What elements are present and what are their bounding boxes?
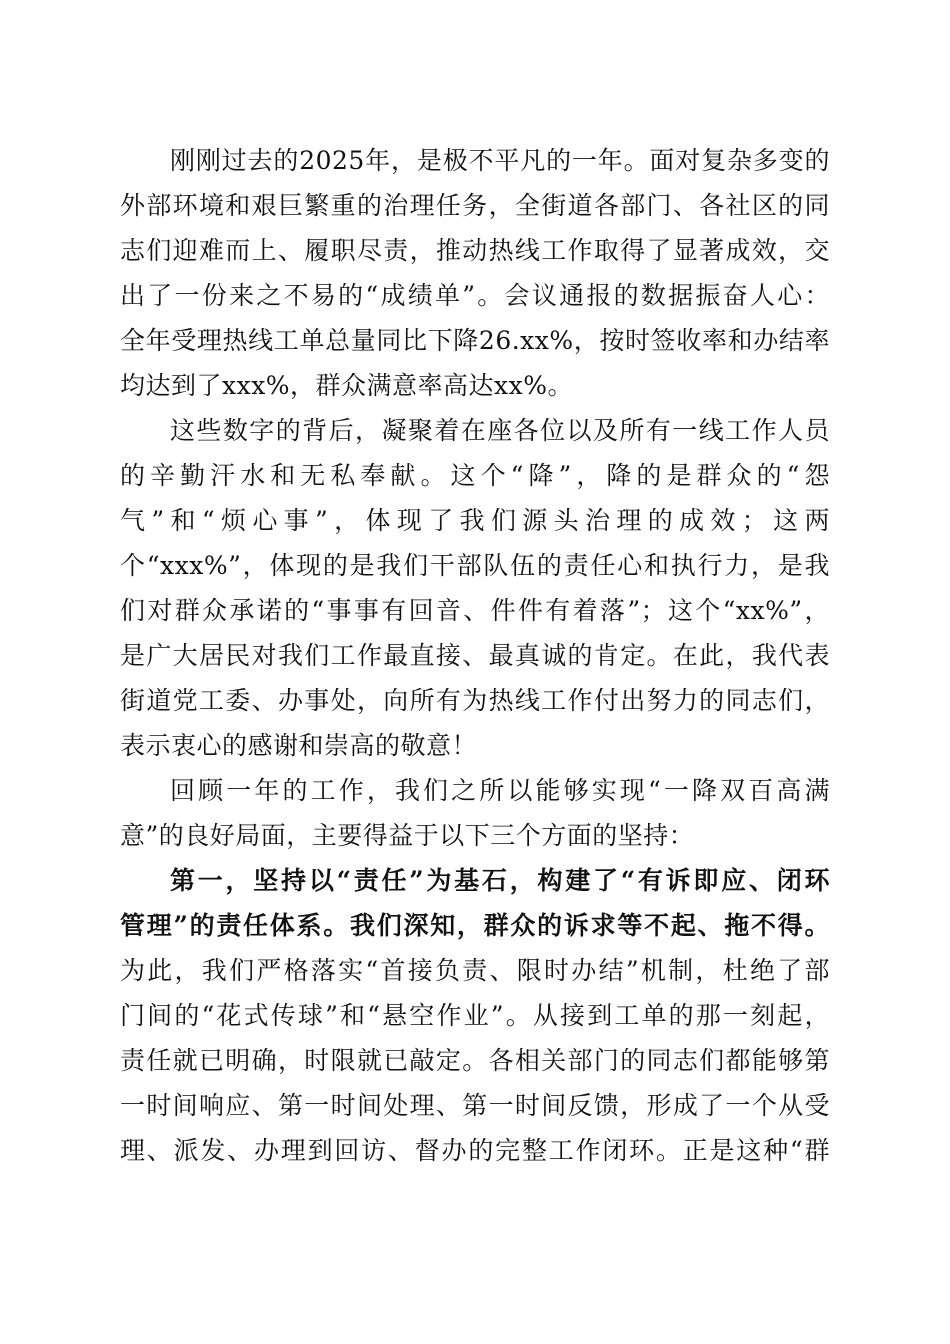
paragraph-2-line-7: 街道党工委、办事处，向所有为热线工作付出努力的同志们， (120, 686, 830, 715)
paragraph-4-line-5: 责任就已明确，时限就已敲定。各相关部门的同志们都能够第 (120, 1046, 830, 1075)
paragraph-4-line-3: 为此，我们严格落实“首接负责、限时办结”机制，杜绝了部 (120, 956, 830, 985)
paragraph-2-line-4: 个“xxx%”，体现的是我们干部队伍的责任心和执行力，是我 (120, 551, 830, 580)
paragraph-4-line-7: 理、派发、办理到回访、督办的完整工作闭环。正是这种“群 (120, 1136, 830, 1165)
paragraph-2-line-6: 是广大居民对我们工作最直接、最真诚的肯定。在此，我代表 (120, 641, 830, 670)
paragraph-2-line-8: 表示衷心的感谢和崇高的敬意！ (120, 731, 478, 760)
paragraph-2-line-5: 们对群众承诺的“事事有回音、件件有着落”；这个“xx%”， (120, 596, 830, 625)
paragraph-4-line-6: 一时间响应、第一时间处理、第一时间反馈，形成了一个从受 (120, 1091, 830, 1120)
paragraph-2-line-1: 这些数字的背后，凝聚着在座各位以及所有一线工作人员 (170, 416, 830, 445)
paragraph-1-line-4: 出了一份来之不易的“成绩单”。会议通报的数据振奋人心： (120, 281, 830, 310)
paragraph-4-line-1: 第一，坚持以“责任”为基石，构建了“有诉即应、闭环 (170, 866, 830, 895)
paragraph-2-line-3: 气”和“烦心事”，体现了我们源头治理的成效；这两 (120, 506, 830, 535)
paragraph-1-line-2: 外部环境和艰巨繁重的治理任务，全街道各部门、各社区的同 (120, 191, 830, 220)
paragraph-1-line-5: 全年受理热线工单总量同比下降26.xx%，按时签收率和办结率 (120, 326, 830, 355)
paragraph-3-line-1: 回顾一年的工作，我们之所以能够实现“一降双百高满 (170, 776, 830, 805)
paragraph-1-line-6: 均达到了xxx%，群众满意率高达xx%。 (120, 371, 574, 400)
paragraph-1-line-1: 刚刚过去的2025年，是极不平凡的一年。面对复杂多变的 (170, 146, 830, 175)
paragraph-1-line-3: 志们迎难而上、履职尽责，推动热线工作取得了显著成效，交 (120, 236, 830, 265)
paragraph-3-line-2: 意”的良好局面，主要得益于以下三个方面的坚持： (120, 821, 695, 850)
paragraph-4-line-4: 门间的“花式传球”和“悬空作业”。从接到工单的那一刻起， (120, 1001, 830, 1030)
paragraph-2-line-2: 的辛勤汗水和无私奉献。这个“降”，降的是群众的“怨 (120, 461, 830, 490)
paragraph-4-line-2: 管理”的责任体系。我们深知，群众的诉求等不起、拖不得。 (120, 911, 830, 940)
